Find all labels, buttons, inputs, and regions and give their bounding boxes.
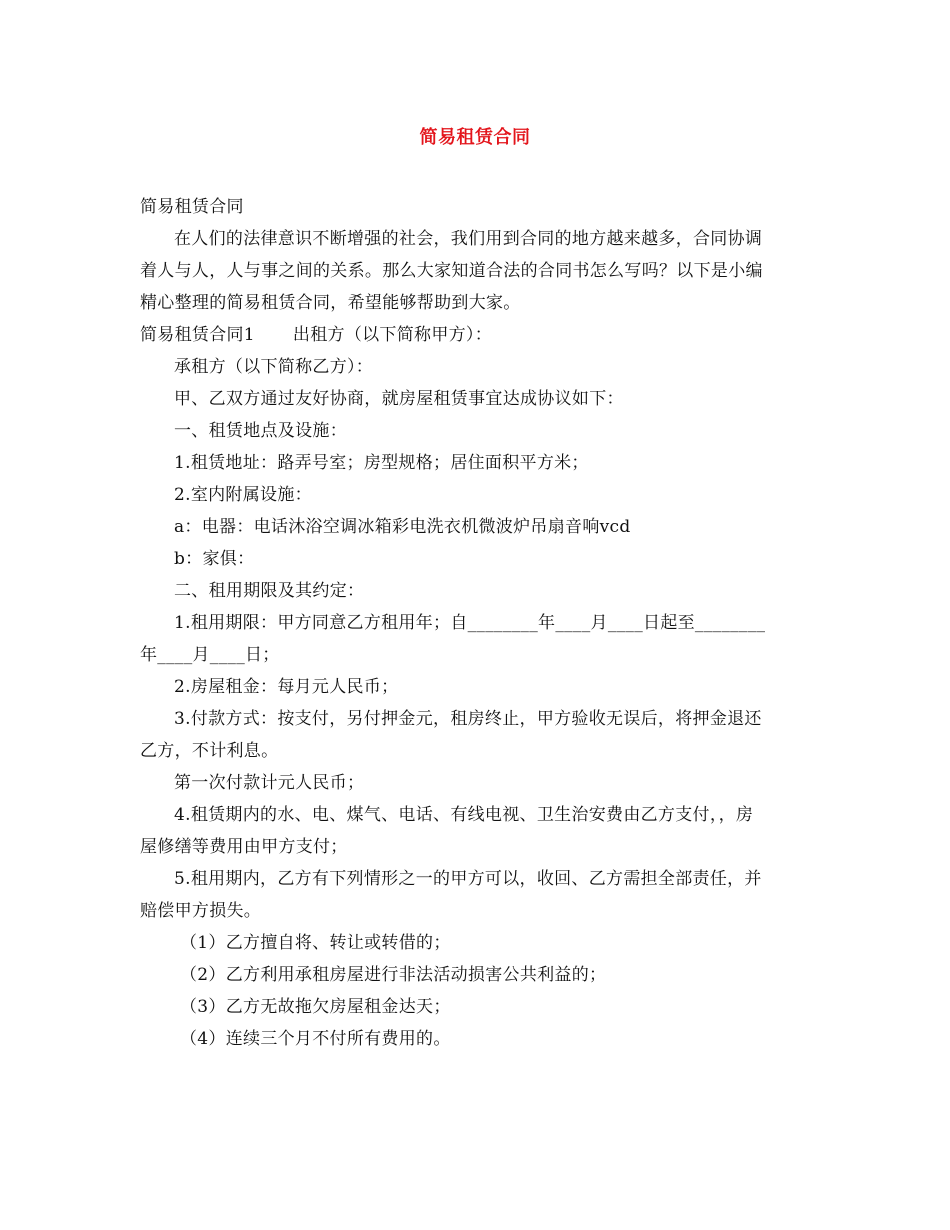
- clause-item-continued: 赔偿甲方损失。: [140, 901, 262, 921]
- clause-item: 2.房屋租金：每月元人民币；: [174, 677, 399, 697]
- contract-heading-line: [140, 321, 812, 353]
- clause-item: b：家俱：: [174, 549, 255, 569]
- sub-clause-item: （4）连续三个月不付所有费用的。: [180, 1029, 451, 1049]
- clause-item: 1.租用期限：甲方同意乙方租用年；自________年____月____日起至________: [174, 613, 766, 633]
- document-title: 简易租赁合同: [419, 127, 531, 148]
- clause-item: 3.付款方式：按支付，另付押金元，租房终止，甲方验收无误后，将押金退还: [174, 709, 762, 729]
- clause-item-continued: 乙方，不计利息。: [140, 741, 279, 761]
- sub-clause-item: （2）乙方利用承租房屋进行非法活动损害公共利益的；: [180, 965, 607, 985]
- lessee-label: 承租方（以下简称乙方）：: [174, 357, 374, 377]
- clause-item: a：电器：电话沐浴空调冰箱彩电洗衣机微波炉吊扇音响vcd: [174, 517, 631, 537]
- lessor-label: 出租方（以下简称甲方）：: [292, 325, 493, 345]
- contract-number-heading: 简易租赁合同1: [140, 325, 255, 345]
- section-heading: 简易租赁合同: [140, 197, 244, 217]
- clause-item-continued: 屋修缮等费用由甲方支付；: [140, 837, 348, 857]
- clause-heading: 一、租赁地点及设施：: [174, 421, 347, 441]
- intro-paragraph-line: 精心整理的简易租赁合同，希望能够帮助到大家。: [140, 293, 521, 313]
- clause-item-continued: 年____月____日；: [140, 645, 280, 665]
- intro-paragraph-line: 着人与人，人与事之间的关系。那么大家知道合法的合同书怎么写吗？以下是小编: [140, 261, 763, 281]
- agreement-intro: 甲、乙双方通过友好协商，就房屋租赁事宜达成协议如下：: [174, 389, 624, 409]
- clause-item: 2.室内附属设施：: [174, 485, 312, 505]
- clause-item: 4.租赁期内的水、电、煤气、电话、有线电视、卫生治安费由乙方支付，，房: [174, 805, 754, 825]
- sub-clause-item: （3）乙方无故拖欠房屋租金达天；: [180, 997, 451, 1017]
- document-body: [140, 193, 812, 1057]
- clause-heading: 二、租用期限及其约定：: [174, 581, 365, 601]
- sub-clause-item: （1）乙方擅自将、转让或转借的；: [180, 933, 451, 953]
- clause-item: 第一次付款计元人民币；: [174, 773, 365, 793]
- clause-item: 5.租用期内，乙方有下列情形之一的甲方可以，收回、乙方需担全部责任，并: [174, 869, 762, 889]
- clause-item: 1.租赁地址：路弄号室；房型规格；居住面积平方米；: [174, 453, 589, 473]
- intro-paragraph-line: 在人们的法律意识不断增强的社会，我们用到合同的地方越来越多，合同协调: [174, 229, 763, 249]
